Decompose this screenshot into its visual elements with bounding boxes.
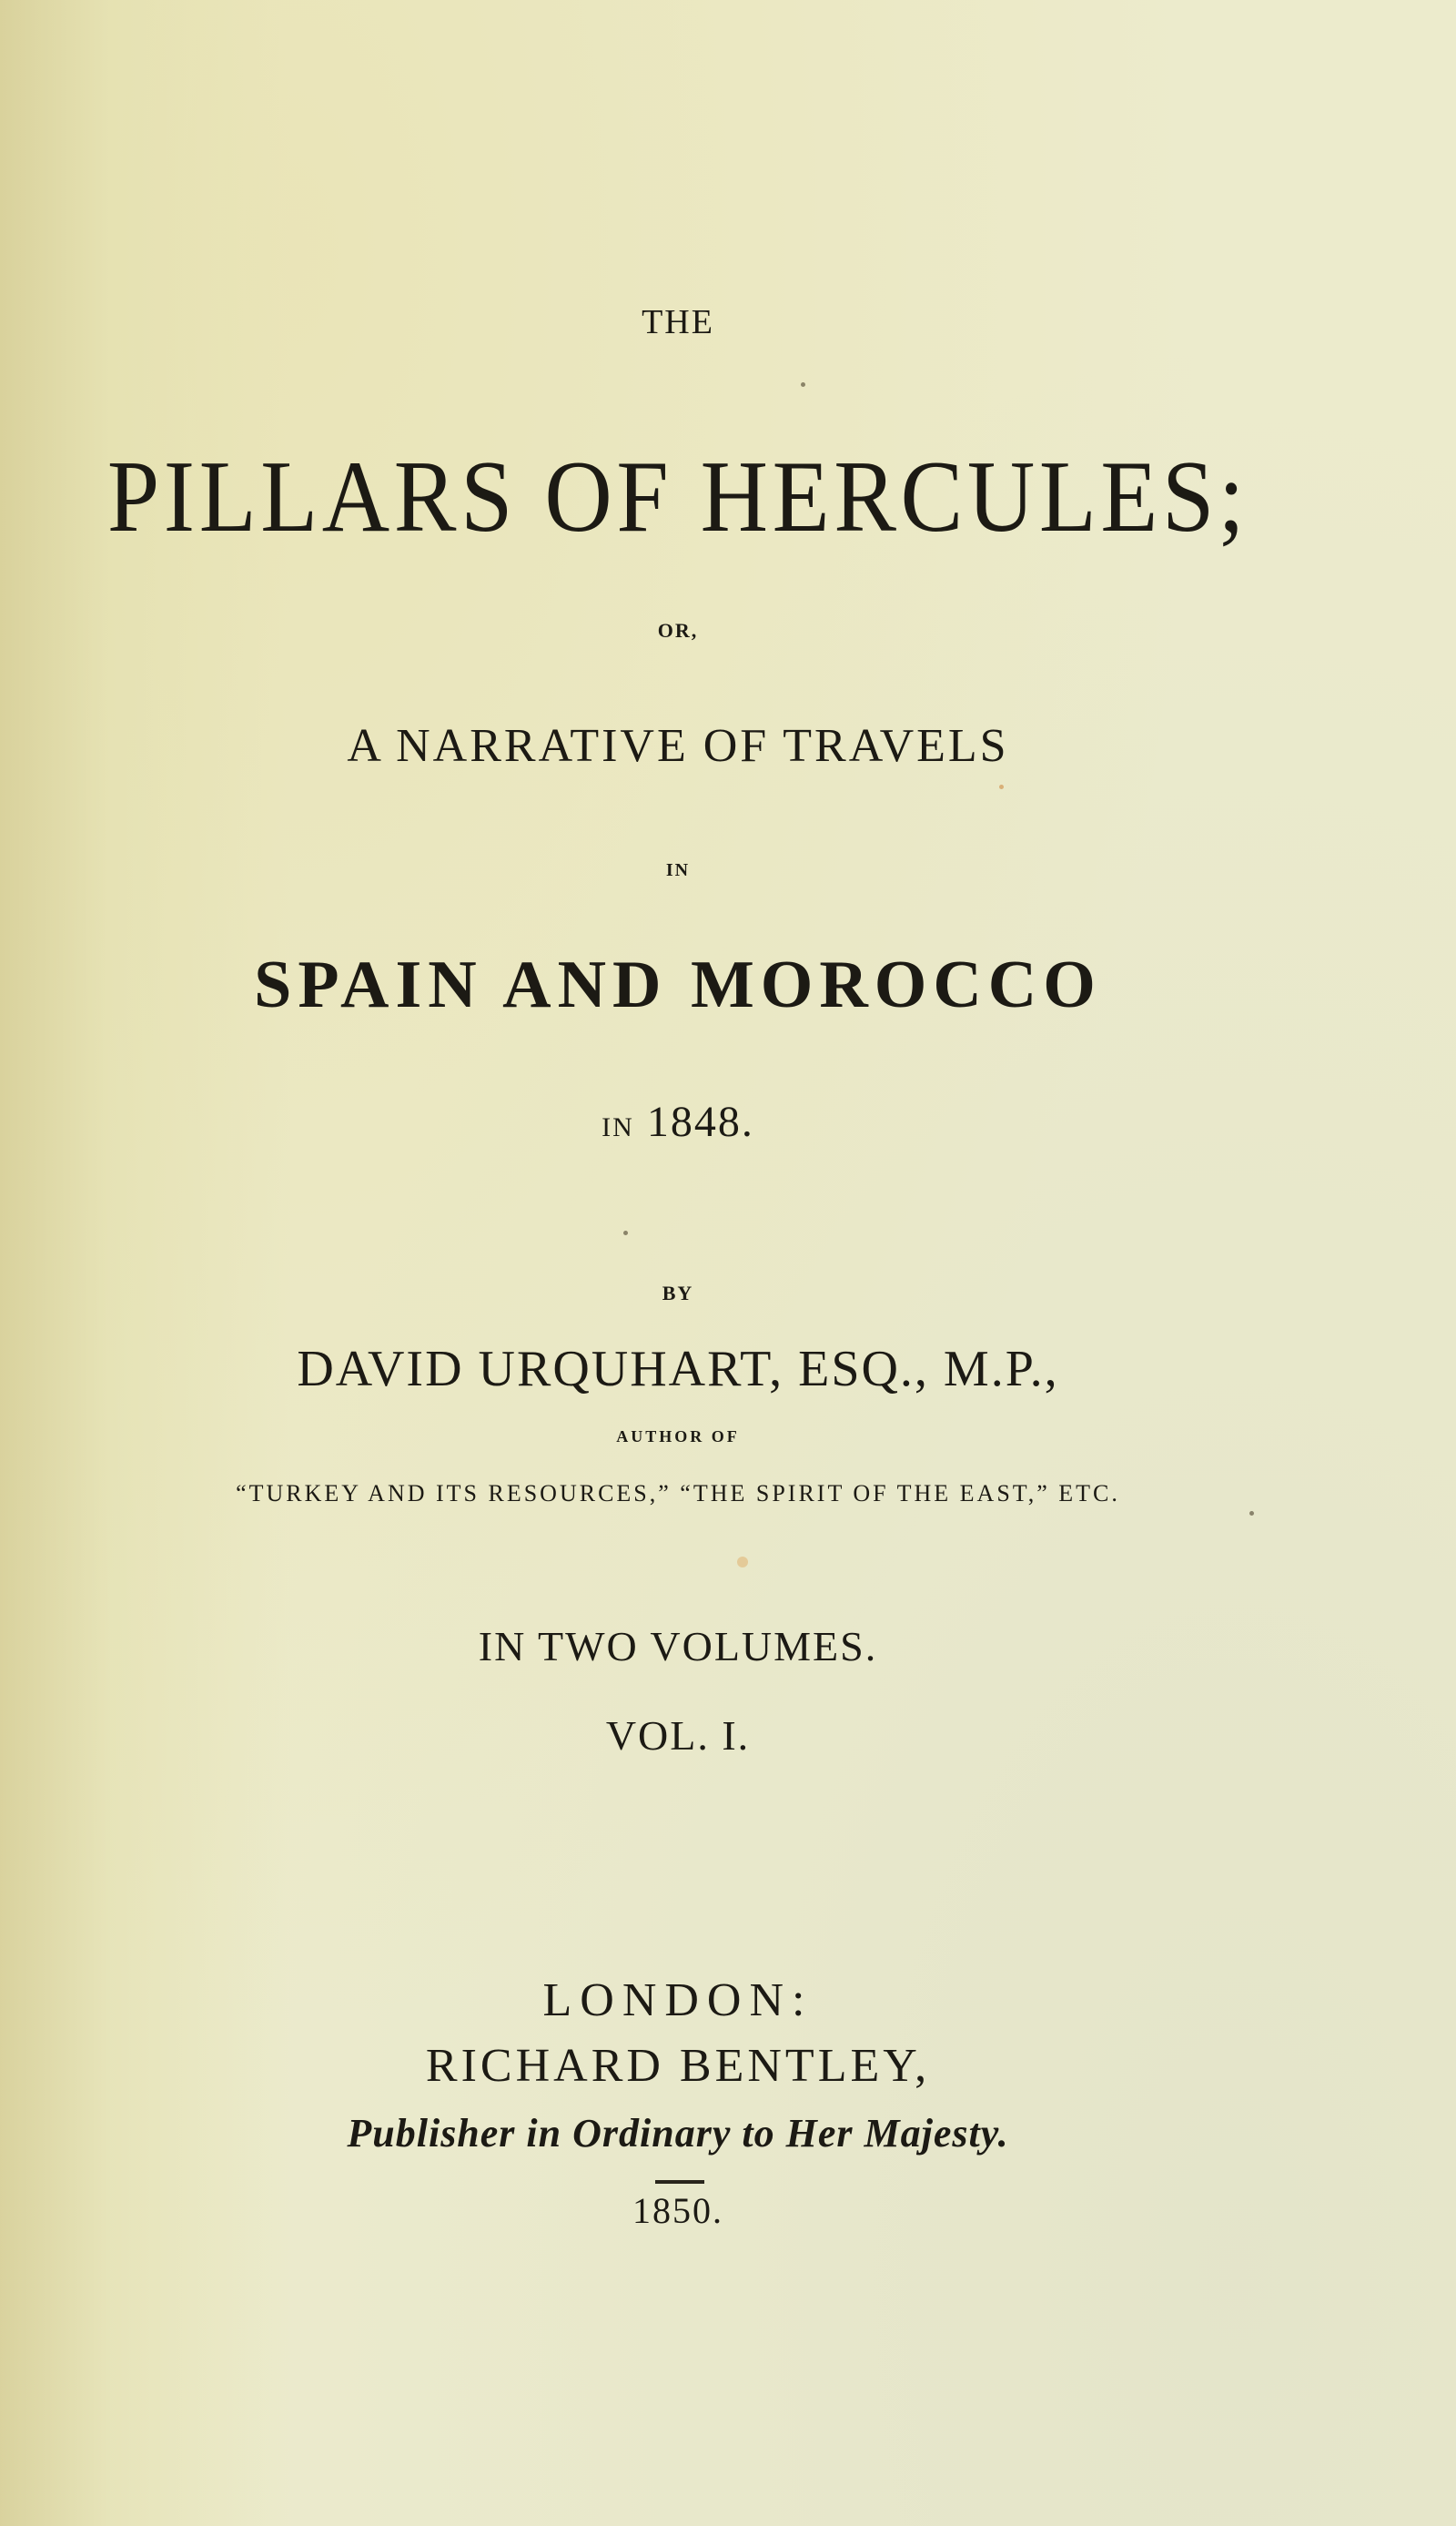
- publisher-title: Publisher in Ordinary to Her Majesty.: [347, 2111, 1009, 2156]
- paper-speck: [737, 1557, 748, 1567]
- paper-speck: [623, 1231, 628, 1235]
- subtitle: A NARRATIVE OF TRAVELS: [347, 720, 1009, 772]
- travel-year-line: [0, 1097, 1356, 1147]
- imprint-city: LONDON:: [542, 1974, 814, 2026]
- paper-speck: [1249, 1511, 1254, 1516]
- volume-count: IN TWO VOLUMES.: [478, 1623, 878, 1669]
- travel-year: 1848.: [646, 1098, 754, 1146]
- publisher-name: RICHARD BENTLEY,: [425, 2040, 931, 2092]
- title-conjunction: OR,: [657, 619, 699, 642]
- subtitle-preposition: IN: [665, 860, 691, 880]
- byline-label: BY: [662, 1282, 694, 1304]
- subtitle-places: SPAIN AND MOROCCO: [254, 948, 1102, 1022]
- author-of-label: AUTHOR OF: [616, 1427, 740, 1446]
- imprint-rule: [655, 2180, 704, 2184]
- paper-speck: [999, 785, 1004, 789]
- paper-speck: [801, 382, 805, 387]
- author-name: DAVID URQUHART, ESQ., M.P.,: [297, 1341, 1059, 1397]
- volume-number: VOL. I.: [605, 1712, 751, 1759]
- publication-date: 1850.: [632, 2190, 723, 2231]
- author-other-works: “TURKEY AND ITS RESOURCES,” “THE SPIRIT OF THE EAST,” ETC.: [236, 1480, 1120, 1506]
- travel-year-prefix: IN: [602, 1112, 634, 1142]
- title-article: THE: [642, 303, 714, 341]
- main-title: PILLARS OF HERCULES;: [106, 441, 1249, 553]
